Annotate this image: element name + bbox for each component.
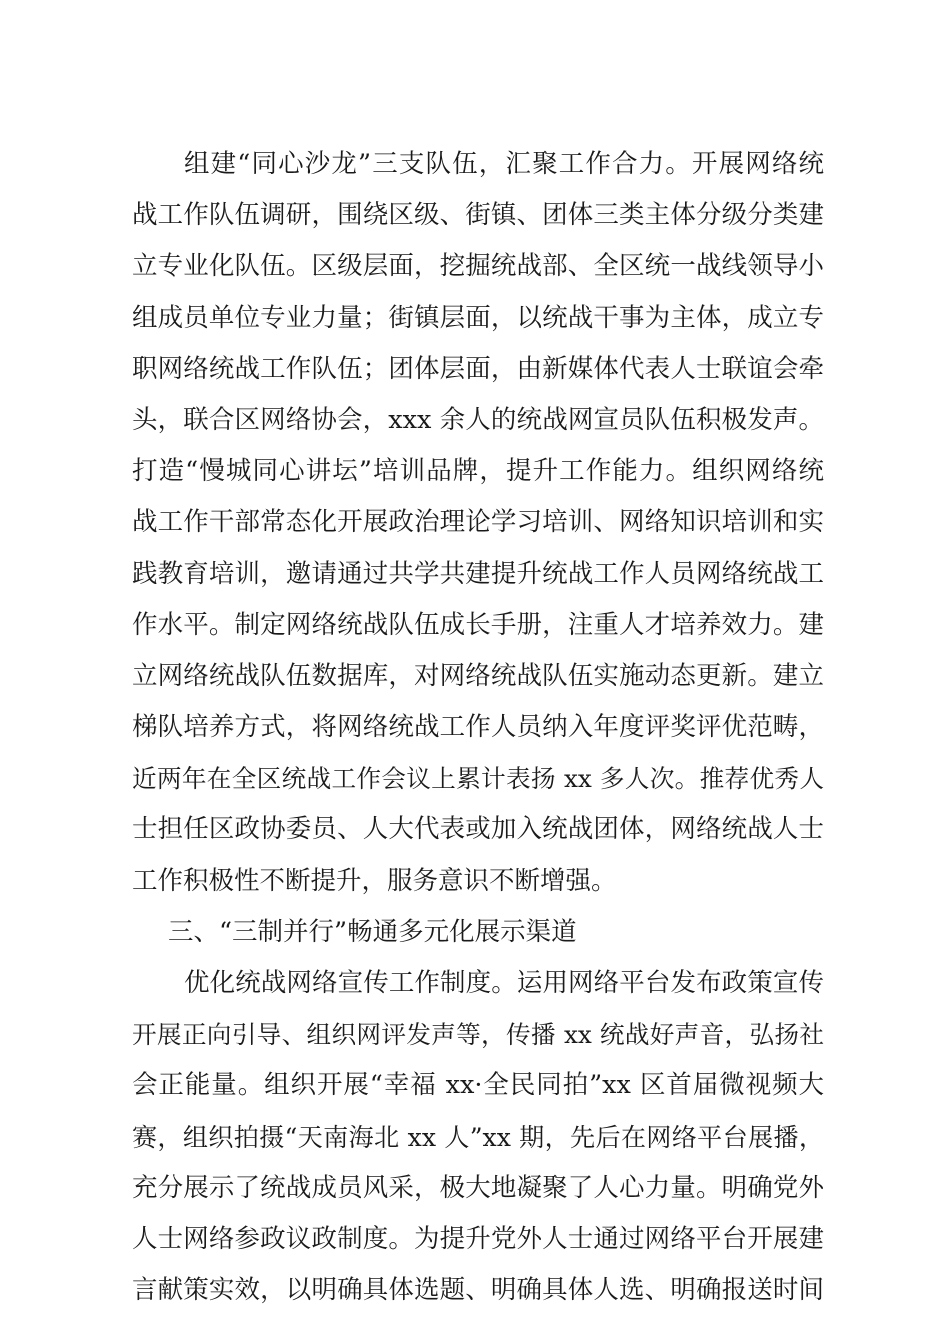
paragraph-line: 职网络统战工作队伍；团体层面，由新媒体代表人士联谊会牵 [132, 353, 824, 384]
paragraph-line: 士担任区政协委员、人大代表或加入统战团体，网络统战人士 [132, 814, 824, 845]
paragraph-line: 作水平。制定网络统战队伍成长手册，注重人才培养效力。建 [132, 609, 824, 640]
paragraph-line: 优化统战网络宣传工作制度。运用网络平台发布政策宣传 [184, 968, 824, 998]
paragraph-line: 赛，组织拍摄“天南海北 xx 人”xx 期，先后在网络平台展播， [132, 1122, 824, 1152]
paragraph-line: 近两年在全区统战工作会议上累计表扬 xx 多人次。推荐优秀人 [132, 764, 824, 794]
paragraph-line: 战工作干部常态化开展政治理论学习培训、网络知识培训和实 [132, 507, 824, 538]
paragraph-line: 立网络统战队伍数据库，对网络统战队伍实施动态更新。建立 [132, 660, 824, 691]
paragraph-line: 组建“同心沙龙”三支队伍，汇聚工作合力。开展网络统 [184, 149, 824, 179]
paragraph-line: 践教育培训，邀请通过共学共建提升统战工作人员网络统战工 [132, 558, 824, 589]
paragraph-line: 人士网络参政议政制度。为提升党外人士通过网络平台开展建 [132, 1223, 824, 1254]
paragraph-line: 梯队培养方式，将网络统战工作人员纳入年度评奖评优范畴， [132, 712, 824, 743]
document-body [132, 139, 824, 1316]
paragraph-line: 头，联合区网络协会，xxx 余人的统战网宣员队伍积极发声。 [132, 404, 824, 435]
paragraph-line: 战工作队伍调研，围绕区级、街镇、团体三类主体分级分类建 [132, 200, 824, 231]
paragraph-line: 工作积极性不断提升，服务意识不断增强。 [132, 865, 617, 896]
section-heading: 三、“三制并行”畅通多元化展示渠道 [168, 916, 577, 947]
paragraph-line: 开展正向引导、组织网评发声等，传播 xx 统战好声音，弘扬社 [132, 1020, 824, 1050]
paragraph-line: 会正能量。组织开展“幸福 xx·全民同拍”xx 区首届微视频大 [132, 1070, 824, 1101]
paragraph-line: 立专业化队伍。区级层面，挖掘统战部、全区统一战线领导小 [132, 251, 824, 282]
paragraph-line: 言献策实效，以明确具体选题、明确具体人选、明确报送时间 [132, 1275, 824, 1306]
paragraph-line: 组成员单位专业力量；街镇层面，以统战干事为主体，成立专 [132, 302, 824, 333]
paragraph-line: 充分展示了统战成员风采，极大地凝聚了人心力量。明确党外 [132, 1172, 824, 1203]
paragraph-line: 打造“慢城同心讲坛”培训品牌，提升工作能力。组织网络统 [132, 456, 824, 487]
